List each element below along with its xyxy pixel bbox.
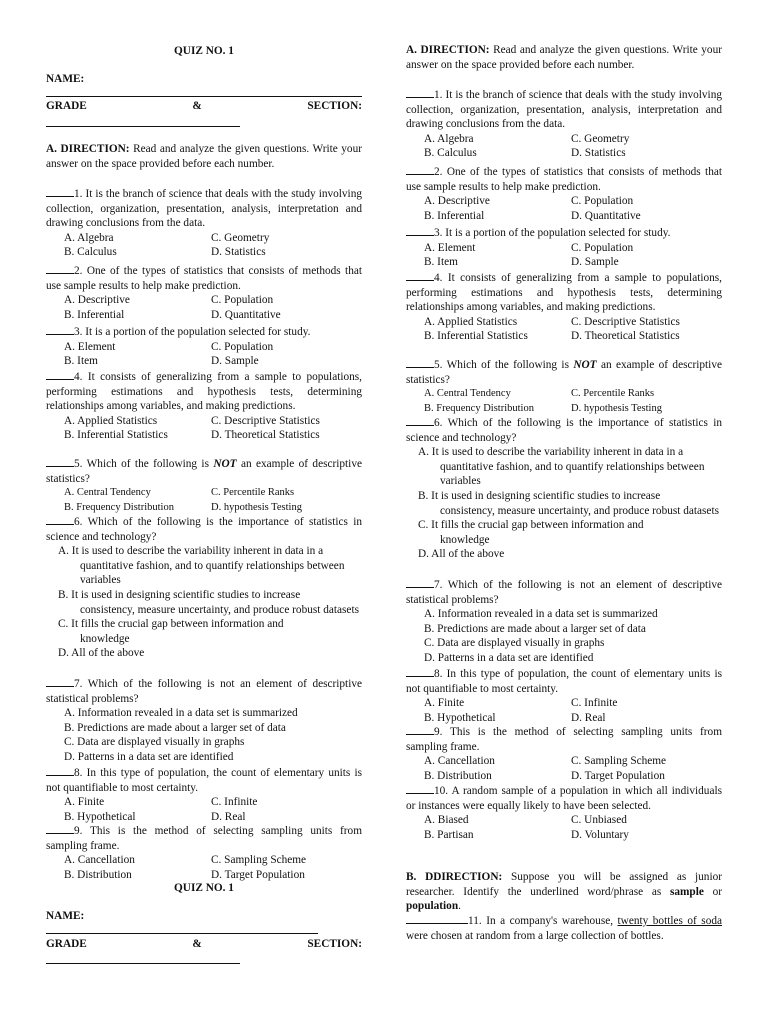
question-text: 7. Which of the following is not an element of descriptive statistical problems?: [46, 678, 362, 705]
option: B. Frequency Distribution: [424, 402, 534, 414]
option: B. Hypothetical: [424, 711, 496, 724]
question-text: 6. Which of the following is the importance of statistics in science and technology?: [46, 516, 362, 543]
option: B. Distribution: [424, 769, 492, 782]
question-text: 11. In a company's warehouse,: [468, 915, 618, 927]
grade-section-row: [46, 99, 362, 114]
name-line-2: [46, 933, 318, 934]
option: B. Distribution: [64, 868, 132, 881]
option: D. Target Population: [571, 769, 665, 782]
period: .: [458, 900, 461, 913]
grade-label: GRADE: [46, 938, 87, 950]
answer-blank[interactable]: [406, 225, 434, 236]
option: C. Data are displayed visually in graphs: [64, 736, 245, 749]
answer-blank[interactable]: [406, 724, 434, 735]
option: B. Predictions are made about a larger set of data: [64, 721, 286, 734]
option: B. Item: [424, 256, 458, 269]
option-cont: consistency, measure uncertainty, and produce robust datasets: [80, 603, 359, 616]
option: A. Central Tendency: [424, 388, 511, 400]
direction-a-text: Read and analyze the given questions. Write your answer on the space provided before each number.: [406, 44, 722, 71]
option: C. Sampling Scheme: [211, 854, 307, 867]
option: B. Inferential: [64, 308, 125, 321]
option: A. Algebra: [64, 231, 114, 244]
question-text: 5. Which of the following is: [74, 458, 214, 470]
answer-blank[interactable]: [406, 270, 434, 281]
name-label: NAME:: [46, 73, 85, 85]
option: C. Sampling Scheme: [571, 755, 667, 768]
option: D. hypothesis Testing: [211, 501, 302, 513]
options: [406, 696, 722, 725]
answer-blank[interactable]: [46, 676, 74, 687]
answer-blank[interactable]: [46, 186, 74, 197]
option: A. Element: [424, 241, 476, 254]
option: D. Real: [571, 711, 606, 724]
question-8: [46, 765, 362, 824]
section-label: SECTION:: [307, 938, 362, 950]
option: D. Sample: [211, 355, 259, 368]
option: D. Patterns in a data set are identified: [64, 750, 234, 763]
grade-section-row-2: [46, 937, 362, 952]
population-word: population: [406, 900, 459, 913]
option-cont: consistency, measure uncertainty, and produce robust datasets: [440, 504, 719, 517]
option: D. Voluntary: [571, 828, 629, 841]
option: A. Biased: [424, 814, 469, 827]
question-text: 3. It is a portion of the population selected for study.: [74, 326, 311, 338]
question-text: an example of descriptive statistics?: [46, 458, 362, 485]
direction-a-head: A. DIRECTION:: [406, 44, 490, 56]
option: B. Inferential Statistics: [424, 330, 528, 343]
option: A. It is used to describe the variability inherent in data in a: [58, 545, 324, 558]
option: C. Percentile Ranks: [571, 388, 655, 400]
option: C. Percentile Ranks: [211, 487, 295, 499]
options: [46, 414, 362, 443]
ampersand: &: [192, 100, 202, 112]
option: D. Statistics: [571, 147, 626, 160]
options: [406, 387, 722, 416]
answer-blank[interactable]: [406, 783, 434, 794]
option: A. Cancellation: [424, 755, 495, 768]
options: [46, 853, 362, 882]
question-text: 9. This is the method of selecting sampling units from sampling frame.: [406, 726, 722, 753]
options: [406, 194, 722, 223]
option: D. All of the above: [58, 647, 145, 660]
question-9: [46, 823, 362, 882]
grade-label: GRADE: [46, 100, 87, 112]
section-label: SECTION:: [307, 100, 362, 112]
question-text: 10. A random sample of a population in which all individuals or instances were equally likely to have been selected.: [406, 785, 722, 812]
name-line: [46, 96, 362, 97]
question-1-right: [406, 87, 722, 161]
option: B. It is used in designing scientific studies to increase: [418, 489, 661, 502]
question-6-right: [406, 415, 722, 562]
section-line: [46, 126, 240, 127]
question-6: [46, 514, 362, 661]
option: A. Element: [64, 340, 116, 353]
question-text: 4. It consists of generalizing from a sample to populations, performing estimations and hypothesis tests, determining relationships among variables, and making predictions.: [46, 371, 362, 413]
quiz-title-2: QUIZ NO. 1: [174, 882, 234, 894]
question-4-right: [406, 270, 722, 344]
question-7-right: [406, 577, 722, 666]
options: [406, 754, 722, 783]
option: A. Descriptive: [64, 294, 130, 307]
option: B. Inferential: [424, 209, 485, 222]
question-3-right: [406, 225, 722, 270]
question-10-right: [406, 783, 722, 842]
option: C. Unbiased: [571, 814, 627, 827]
answer-blank[interactable]: [406, 577, 434, 588]
option: D. Patterns in a data set are identified: [424, 651, 594, 664]
option: C. It fills the crucial gap between information and: [418, 519, 644, 532]
option: C. Population: [211, 340, 274, 353]
question-text: 6. Which of the following is the importance of statistics in science and technology?: [406, 417, 722, 444]
direction-a-text: Read and analyze the given questions. Write your answer on the space provided before each number.: [46, 143, 362, 170]
question-2-right: [406, 164, 722, 223]
name-label-2: NAME:: [46, 910, 85, 922]
options: [406, 315, 722, 344]
answer-blank[interactable]: [46, 765, 74, 776]
option: C. Descriptive Statistics: [211, 414, 320, 427]
direction-a: [46, 142, 362, 171]
option: D. Real: [211, 810, 246, 823]
option: C. Data are displayed visually in graphs: [424, 637, 605, 650]
options: [406, 241, 722, 270]
answer-blank[interactable]: [46, 263, 74, 274]
question-4: [46, 369, 362, 443]
option-cont: knowledge: [80, 632, 130, 645]
option: A. Central Tendency: [64, 487, 151, 499]
option: D. Statistics: [211, 246, 266, 259]
direction-b: [406, 870, 722, 914]
answer-blank[interactable]: [406, 913, 468, 924]
answer-blank[interactable]: [406, 357, 434, 368]
option: C. Descriptive Statistics: [571, 315, 680, 328]
option: D. Theoretical Statistics: [571, 330, 680, 343]
options: [46, 795, 362, 824]
option: A. Finite: [64, 796, 105, 809]
question-11-right: [406, 913, 722, 943]
option: A. Finite: [424, 697, 465, 710]
answer-blank[interactable]: [406, 87, 434, 98]
question-1: [46, 186, 362, 260]
answer-blank[interactable]: [46, 823, 74, 834]
question-text: 5. Which of the following is: [434, 359, 574, 371]
option: C. Infinite: [571, 697, 618, 710]
option-cont: quantitative fashion, and to quantify relationships between variables: [440, 460, 705, 488]
option: B. Hypothetical: [64, 810, 136, 823]
answer-blank[interactable]: [406, 415, 434, 426]
ampersand: &: [192, 938, 202, 950]
option: C. Population: [211, 294, 274, 307]
quiz-title: QUIZ NO. 1: [174, 45, 234, 57]
question-5-right: [406, 357, 722, 416]
question-7: [46, 676, 362, 765]
option-cont: quantitative fashion, and to quantify relationships between variables: [80, 559, 345, 587]
question-text: 8. In this type of population, the count of elementary units is not quantifiable to most certainty.: [406, 668, 722, 695]
not-emphasis: NOT: [213, 458, 237, 470]
question-text: an example of descriptive statistics?: [406, 359, 722, 386]
direction-a-head: A. DIRECTION:: [46, 143, 130, 155]
question-text: 2. One of the types of statistics that consists of methods that use sample results to help make prediction.: [46, 265, 362, 292]
or-word: or: [703, 885, 722, 898]
not-emphasis: NOT: [573, 359, 597, 371]
option: C. Infinite: [211, 796, 258, 809]
option: B. Frequency Distribution: [64, 501, 174, 513]
option: A. Descriptive: [424, 195, 490, 208]
option: B. Predictions are made about a larger set of data: [424, 622, 646, 635]
question-5: [46, 456, 362, 515]
option: D. Sample: [571, 256, 619, 269]
options: [46, 293, 362, 322]
question-text: 2. One of the types of statistics that consists of methods that use sample results to help make prediction.: [406, 166, 722, 193]
option: B. Partisan: [424, 828, 474, 841]
answer-blank[interactable]: [406, 666, 434, 677]
option: C. Geometry: [211, 231, 270, 244]
answer-blank[interactable]: [46, 514, 74, 525]
option: C. Population: [571, 241, 634, 254]
direction-b-text: Suppose you will be assigned as junior researcher. Identify the underlined word/phrase as: [406, 871, 722, 898]
option: A. Algebra: [424, 132, 474, 145]
option: D. hypothesis Testing: [571, 402, 662, 414]
answer-blank[interactable]: [46, 369, 74, 380]
options: [46, 340, 362, 369]
option: D. Target Population: [211, 868, 305, 881]
direction-b-head: B. DDIRECTION:: [406, 871, 503, 883]
option: D. All of the above: [418, 548, 505, 561]
answer-blank[interactable]: [46, 456, 74, 467]
sample-word: sample: [669, 885, 704, 898]
option: A. Cancellation: [64, 854, 135, 867]
question-2: [46, 263, 362, 322]
question-text: 3. It is a portion of the population selected for study.: [434, 227, 671, 239]
option: C. It fills the crucial gap between information and: [58, 618, 284, 631]
option: D. Quantitative: [211, 308, 281, 321]
options: [46, 486, 362, 515]
question-text: 9. This is the method of selecting sampling units from sampling frame.: [46, 825, 362, 852]
option: A. It is used to describe the variability inherent in data in a: [418, 446, 684, 459]
question-text: were chosen at random from a large collection of bottles.: [406, 929, 664, 942]
answer-blank[interactable]: [406, 164, 434, 175]
option: D. Quantitative: [571, 209, 641, 222]
question-text: 1. It is the branch of science that deals with the study involving collection, organization, presentation, analysis, interpretation and drawing conclusions from the data.: [46, 188, 362, 230]
answer-blank[interactable]: [46, 324, 74, 335]
option: B. Inferential Statistics: [64, 429, 168, 442]
option: B. Item: [64, 355, 98, 368]
underlined-phrase: twenty bottles of soda: [617, 915, 722, 927]
option: A. Applied Statistics: [424, 315, 518, 328]
option: B. Calculus: [64, 246, 117, 259]
option: A. Information revealed in a data set is summarized: [424, 608, 658, 621]
question-text: 8. In this type of population, the count of elementary units is not quantifiable to most certainty.: [46, 767, 362, 794]
option: D. Theoretical Statistics: [211, 429, 320, 442]
options: [406, 813, 722, 842]
options: [406, 132, 722, 161]
options: [46, 231, 362, 260]
option: B. Calculus: [424, 147, 477, 160]
option: B. It is used in designing scientific studies to increase: [58, 588, 301, 601]
option: C. Geometry: [571, 132, 630, 145]
option-cont: knowledge: [440, 533, 490, 546]
question-3: [46, 324, 362, 369]
option: A. Information revealed in a data set is summarized: [64, 707, 298, 720]
option: C. Population: [571, 195, 634, 208]
question-text: 1. It is the branch of science that deals with the study involving collection, organization, presentation, analysis, interpretation and drawing conclusions from the data.: [406, 89, 722, 131]
question-9-right: [406, 724, 722, 783]
section-line-2: [46, 963, 240, 964]
question-text: 7. Which of the following is not an element of descriptive statistical problems?: [406, 579, 722, 606]
direction-a-right: [406, 43, 722, 72]
question-8-right: [406, 666, 722, 725]
question-text: 4. It consists of generalizing from a sample to populations, performing estimations and hypothesis tests, determining relationships among variables, and making predictions.: [406, 272, 722, 314]
option: A. Applied Statistics: [64, 414, 158, 427]
